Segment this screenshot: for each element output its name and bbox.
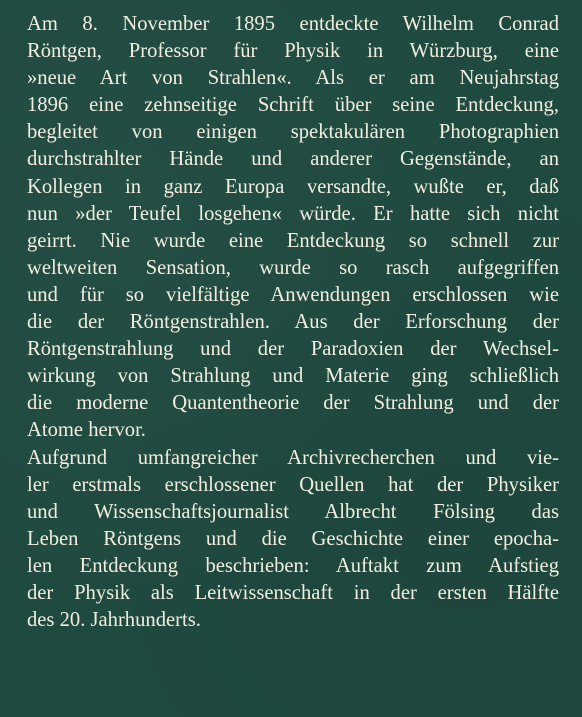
text-line: und für so vielfältige Anwendungen erschlossen wie <box>27 283 559 306</box>
text-line: die moderne Quantentheorie der Strahlung und der <box>27 392 559 415</box>
text-line: die der Röntgenstrahlen. Aus der Erforschung der <box>27 311 559 334</box>
text-line: 1896 eine zehnseitige Schrift über seine Entdeckung, <box>27 94 559 117</box>
text-line: begleitet von einigen spektakulären Photographien <box>27 121 559 144</box>
text-line: »neue Art von Strahlen«. Als er am Neujahrstag <box>27 67 559 90</box>
text-line: durchstrahlter Hände und anderer Gegenstände, an <box>27 148 559 171</box>
text-line: nun »der Teufel losgehen« würde. Er hatte sich nicht <box>27 202 559 225</box>
text-line: Röntgen, Professor für Physik in Würzburg, eine <box>27 40 559 63</box>
text-line: des 20. Jahrhunderts. <box>27 609 201 632</box>
text-line: Am 8. November 1895 entdeckte Wilhelm Conrad <box>27 13 559 35</box>
paragraph-discovery <box>27 11 559 445</box>
text-line: Atome hervor. <box>27 419 146 442</box>
text-line: geirrt. Nie wurde eine Entdeckung so schnell zur <box>27 229 559 252</box>
text-line: Aufgrund umfangreicher Archivrecherchen und vie- <box>27 446 559 469</box>
text-line: len Entdeckung beschrieben: Auftakt zum Aufstieg <box>27 554 559 577</box>
text-line: weltweiten Sensation, wurde so rasch aufgegriffen <box>27 256 559 279</box>
back-cover-text <box>27 11 559 634</box>
text-line: der Physik als Leitwissenschaft in der ersten Hälfte <box>27 581 559 604</box>
text-line: ler erstmals erschlossener Quellen hat der Physiker <box>27 473 559 496</box>
paragraph-book-description <box>27 445 559 635</box>
text-line: und Wissenschaftsjournalist Albrecht Fölsing das <box>27 500 559 523</box>
text-line: Röntgenstrahlung und der Paradoxien der Wechsel- <box>27 338 559 361</box>
text-line: Kollegen in ganz Europa versandte, wußte er, daß <box>27 175 559 198</box>
text-line: wirkung von Strahlung und Materie ging schließlich <box>27 365 559 388</box>
text-line: Leben Röntgens und die Geschichte einer epocha- <box>27 527 559 550</box>
